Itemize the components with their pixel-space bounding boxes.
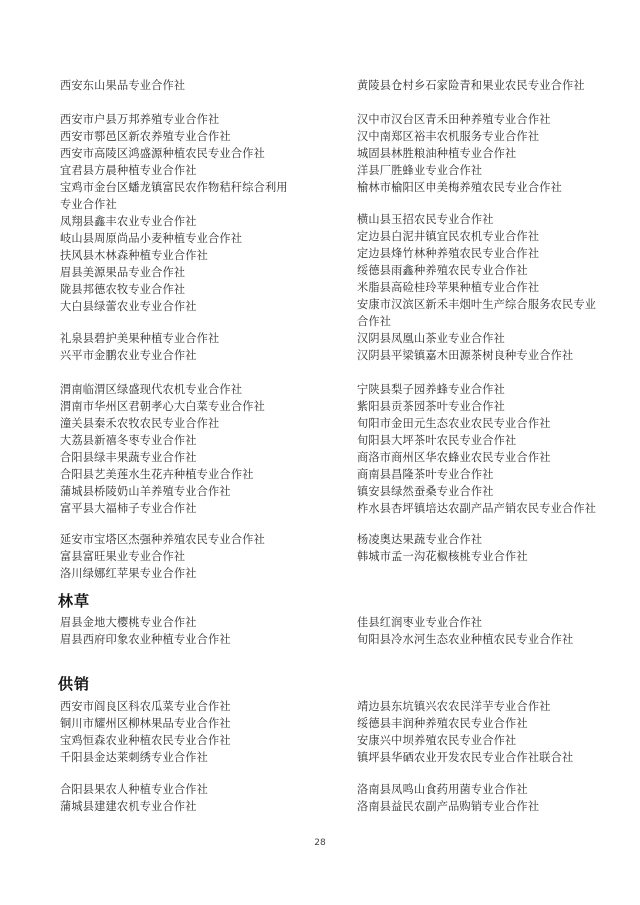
- list-item: 安康市汉滨区新禾丰烟叶生产综合服务农民专业合作社: [357, 298, 597, 328]
- list-item: 镇坪县华硒农业开发农民专业合作社联合社: [357, 751, 574, 764]
- list-item: 洛南县凤鸣山食药用菌专业合作社: [357, 783, 528, 796]
- list-item: 西安市高陵区鸿盛源种植农民专业合作社: [60, 147, 265, 160]
- linye-right-column: [357, 614, 607, 648]
- list-item: 潼关县秦禾农牧农民专业合作社: [60, 417, 220, 430]
- list-item: 富县富旺果业专业合作社: [60, 550, 186, 563]
- list-item: 汉阴县凤凰山茶业专业合作社: [357, 332, 506, 345]
- list-item: 绥德县丰润种养殖农民专业合作社: [357, 717, 528, 730]
- gongxiao-left-column: [60, 781, 310, 815]
- list-item: 黄陵县仓村乡石家险青和果业农民专业合作社: [357, 79, 585, 92]
- list-item: 宝鸡市金台区蟠龙镇富民农作物秸秆综合利用专业合作社: [60, 181, 288, 211]
- list-item: 洛南县益民农副产品购销专业合作社: [357, 800, 540, 813]
- list-item: 紫阳县贡茶园茶叶专业合作社: [357, 400, 506, 413]
- section1-right-column: [357, 531, 607, 565]
- list-item: 城固县林胜粮油种植专业合作社: [357, 147, 517, 160]
- section-heading-linye: 林草: [58, 592, 91, 610]
- list-item: 旬阳县大坪茶叶农民专业合作社: [357, 434, 517, 447]
- list-item: 陇县邦德农牧专业合作社: [60, 283, 186, 296]
- list-item: 韩城市孟一沟花椒核桃专业合作社: [357, 550, 528, 563]
- list-item: 洛川绿娜红苹果专业合作社: [60, 567, 197, 580]
- list-item: 合阳县艺美莲水生花卉种植专业合作社: [60, 468, 254, 481]
- list-item: 千阳县金达莱刺绣专业合作社: [60, 751, 209, 764]
- list-item: 渭南临渭区绿盛现代农机专业合作社: [60, 383, 243, 396]
- section1-right-column: [357, 111, 607, 196]
- section1-left-column: [60, 381, 310, 517]
- section1-left-column: [60, 77, 310, 94]
- list-item: 宁陕县梨子园养蜂专业合作社: [357, 383, 506, 396]
- list-item: 汉中市汉台区青禾田种养殖专业合作社: [357, 113, 551, 126]
- page-number: 28: [314, 838, 326, 848]
- list-item: 镇安县绿然蚕桑专业合作社: [357, 485, 494, 498]
- list-item: 靖边县东坑镇兴农农民洋芋专业合作社: [357, 700, 551, 713]
- list-item: 宜君县方晨种植专业合作社: [60, 164, 197, 177]
- list-item: 蒲城县建建农机专业合作社: [60, 800, 197, 813]
- list-item: 柞水县杏坪镇培达农副产品产销农民专业合作社: [357, 502, 597, 515]
- section1-left-column: [60, 330, 310, 364]
- list-item: 定边县烽竹林种养殖农民专业合作社: [357, 247, 540, 260]
- list-item: 米脂县高硷桂玲苹果种植专业合作社: [357, 281, 540, 294]
- section-heading-gongxiao: 供销: [58, 675, 91, 693]
- list-item: 富平县大福柿子专业合作社: [60, 502, 197, 515]
- list-item: 礼泉县碧护美果种植专业合作社: [60, 332, 220, 345]
- section1-right-column: [357, 77, 607, 94]
- list-item: 宝鸡恒森农业种植农民专业合作社: [60, 734, 231, 747]
- list-item: 大白县绿蕾农业专业合作社: [60, 300, 197, 313]
- section1-right-column: [357, 211, 607, 364]
- list-item: 绥德县雨鑫种养殖农民专业合作社: [357, 264, 528, 277]
- list-item: 商南县昌隆茶叶专业合作社: [357, 468, 494, 481]
- gongxiao-right-column: [357, 781, 607, 815]
- list-item: 兴平市金鹏农业专业合作社: [60, 349, 197, 362]
- list-item: 汉中南郑区裕丰农机服务专业合作社: [357, 130, 540, 143]
- list-item: 合阳县绿丰果蔬专业合作社: [60, 451, 197, 464]
- list-item: 横山县玉招农民专业合作社: [357, 213, 494, 226]
- list-item: 西安市户县万邦养殖专业合作社: [60, 113, 220, 126]
- gongxiao-right-column: [357, 698, 607, 766]
- list-item: 西安市鄠邑区新农养殖专业合作社: [60, 130, 231, 143]
- list-item: 洋县厂胜蜂业专业合作社: [357, 164, 483, 177]
- list-item: 旬阳市金田元生态农业农民专业合作社: [357, 417, 551, 430]
- list-item: 杨凌奥达果蔬专业合作社: [357, 533, 483, 546]
- list-item: 扶风县木林森种植专业合作社: [60, 249, 209, 262]
- list-item: 西安市阎良区科农瓜菜专业合作社: [60, 700, 231, 713]
- list-item: 汉阴县平梁镇嘉木田源茶树良种专业合作社: [357, 349, 574, 362]
- section1-right-column: [357, 381, 607, 517]
- list-item: 合阳县果农人种植专业合作社: [60, 783, 209, 796]
- list-item: 大荔县新禧冬枣专业合作社: [60, 434, 197, 447]
- list-item: 渭南市华州区君朝孝心大白菜专业合作社: [60, 400, 265, 413]
- list-item: 旬阳县冷水河生态农业种植农民专业合作社: [357, 633, 574, 646]
- list-item: 眉县金地大樱桃专业合作社: [60, 616, 197, 629]
- list-item: 蒲城县桥陵奶山羊养殖专业合作社: [60, 485, 231, 498]
- list-item: 安康兴中坝养殖农民专业合作社: [357, 734, 517, 747]
- linye-left-column: [60, 614, 310, 648]
- list-item: 佳县红润枣业专业合作社: [357, 616, 483, 629]
- list-item: 凤翔县鑫丰农业专业合作社: [60, 215, 197, 228]
- list-item: 延安市宝塔区杰强种养殖农民专业合作社: [60, 533, 265, 546]
- gongxiao-left-column: [60, 698, 310, 766]
- list-item: 商洛市商州区华农蜂业农民专业合作社: [357, 451, 551, 464]
- list-item: 榆林市榆阳区申美梅养殖农民专业合作社: [357, 181, 562, 194]
- list-item: 眉县美源果品专业合作社: [60, 266, 186, 279]
- list-item: 岐山县周原尚品小麦种植专业合作社: [60, 232, 243, 245]
- section1-left-column: [60, 111, 310, 315]
- list-item: 西安东山果品专业合作社: [60, 79, 186, 92]
- list-item: 眉县西府印象农业种植专业合作社: [60, 633, 231, 646]
- list-item: 定边县白泥井镇宜民农机专业合作社: [357, 230, 540, 243]
- list-item: 铜川市耀州区柳林果品专业合作社: [60, 717, 231, 730]
- section1-left-column: [60, 531, 310, 582]
